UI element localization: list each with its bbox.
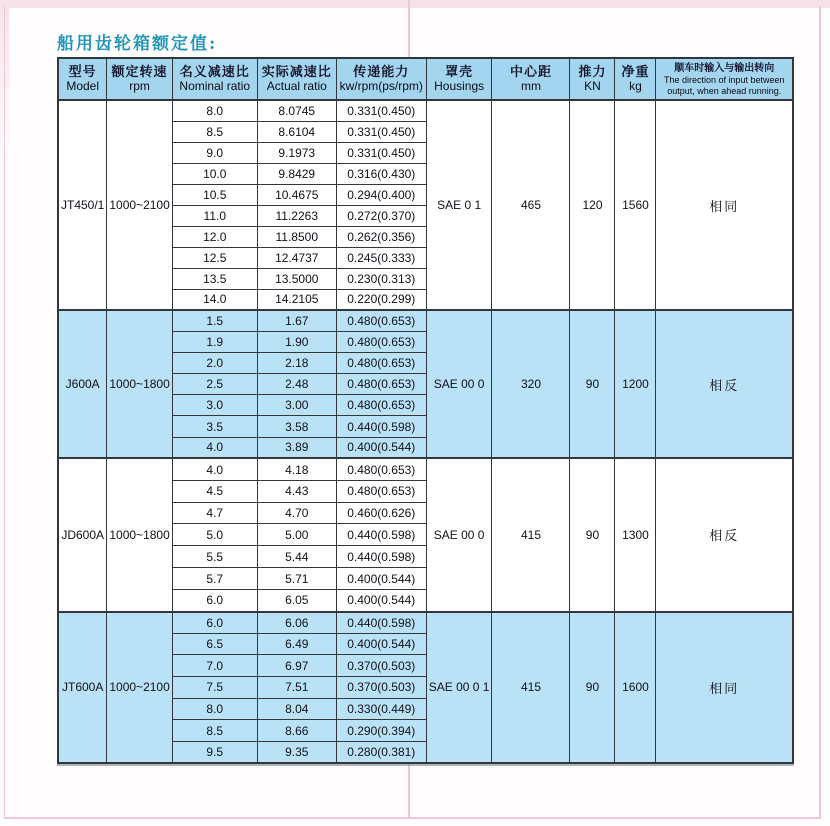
nominal-ratio-cell: 6.0 — [172, 590, 257, 612]
nominal-ratio-cell: 8.5 — [172, 121, 257, 142]
col-header-thrust-en: KN — [584, 79, 601, 94]
col-header-direction — [656, 58, 793, 100]
housing-cell: SAE 0 1 — [426, 100, 492, 310]
housing-cell: SAE 00 0 — [426, 310, 492, 458]
actual-ratio-cell: 1.90 — [257, 331, 336, 352]
nominal-ratio-cell: 7.0 — [172, 655, 257, 677]
actual-ratio-cell: 11.2263 — [257, 205, 336, 226]
col-header-centre-zh: 中心距 — [509, 63, 552, 79]
capacity-cell: 0.331(0.450) — [336, 142, 426, 163]
housing-cell: SAE 00 0 1 — [426, 612, 492, 764]
model-cell: JT600A — [58, 612, 107, 764]
thrust-cell: 90 — [570, 458, 615, 611]
col-header-thrust — [570, 58, 615, 100]
col-header-centre-distance — [492, 58, 570, 100]
nominal-ratio-cell: 4.0 — [172, 458, 257, 480]
actual-ratio-cell: 3.89 — [257, 437, 336, 458]
capacity-cell: 0.480(0.653) — [336, 480, 426, 502]
nominal-ratio-cell: 1.5 — [172, 310, 257, 331]
actual-ratio-cell: 5.00 — [257, 524, 336, 546]
col-header-rpm — [107, 58, 172, 100]
col-header-nominal-zh: 名义减速比 — [179, 63, 250, 79]
direction-cell: 相同 — [656, 100, 793, 310]
nominal-ratio-cell: 13.5 — [172, 268, 257, 289]
centre-distance-cell: 415 — [492, 458, 570, 611]
actual-ratio-cell: 9.8429 — [257, 163, 336, 184]
capacity-cell: 0.400(0.544) — [336, 590, 426, 612]
actual-ratio-cell: 3.00 — [257, 395, 336, 416]
model-block-JT600A — [58, 612, 793, 764]
capacity-cell: 0.230(0.313) — [336, 268, 426, 289]
actual-ratio-cell: 14.2105 — [257, 289, 336, 310]
nominal-ratio-cell: 4.5 — [172, 480, 257, 502]
col-header-weight — [615, 58, 656, 100]
crop-mark-right — [819, 6, 821, 819]
ratio-row — [58, 100, 793, 121]
capacity-cell: 0.460(0.626) — [336, 502, 426, 524]
nominal-ratio-cell: 3.0 — [172, 395, 257, 416]
housing-cell: SAE 00 0 — [426, 458, 492, 611]
nominal-ratio-cell: 4.7 — [172, 502, 257, 524]
actual-ratio-cell: 8.66 — [257, 720, 336, 742]
col-header-nominal-en: Nominal ratio — [179, 79, 251, 94]
actual-ratio-cell: 2.48 — [257, 374, 336, 395]
capacity-cell: 0.245(0.333) — [336, 247, 426, 268]
capacity-cell: 0.290(0.394) — [336, 720, 426, 742]
col-header-actual-en: Actual ratio — [266, 79, 327, 94]
ratio-row — [58, 612, 793, 634]
col-header-housing — [426, 58, 492, 100]
nominal-ratio-cell: 8.0 — [172, 698, 257, 720]
model-block-JD600A — [58, 458, 793, 611]
actual-ratio-cell: 8.0745 — [257, 100, 336, 121]
col-header-centre-en: mm — [520, 79, 541, 94]
col-header-capacity-zh: 传递能力 — [353, 63, 410, 79]
thrust-cell: 90 — [570, 310, 615, 458]
model-cell: JD600A — [58, 458, 107, 611]
actual-ratio-cell: 5.44 — [257, 546, 336, 568]
nominal-ratio-cell: 4.0 — [172, 437, 257, 458]
thrust-cell: 120 — [570, 100, 615, 310]
nominal-ratio-cell: 2.5 — [172, 374, 257, 395]
weight-cell: 1560 — [615, 100, 656, 310]
actual-ratio-cell: 9.35 — [257, 742, 336, 764]
col-header-direction-en2: output, when ahead running. — [667, 85, 782, 96]
col-header-capacity-en: kw/rpm(ps/rpm) — [339, 79, 423, 94]
capacity-cell: 0.400(0.544) — [336, 568, 426, 590]
capacity-cell: 0.440(0.598) — [336, 524, 426, 546]
rated-speed-cell: 1000~1800 — [107, 310, 172, 458]
col-header-housing-zh: 罩壳 — [445, 63, 474, 79]
nominal-ratio-cell: 12.0 — [172, 226, 257, 247]
nominal-ratio-cell: 5.0 — [172, 524, 257, 546]
capacity-cell: 0.330(0.449) — [336, 698, 426, 720]
col-header-thrust-zh: 推力 — [578, 63, 607, 79]
scan-margin-top — [0, 0, 830, 8]
ratio-row — [58, 458, 793, 480]
centre-distance-cell: 320 — [492, 310, 570, 458]
nominal-ratio-cell: 9.5 — [172, 742, 257, 764]
nominal-ratio-cell: 10.0 — [172, 163, 257, 184]
capacity-cell: 0.480(0.653) — [336, 331, 426, 352]
nominal-ratio-cell: 14.0 — [172, 289, 257, 310]
model-block-JT450/1 — [58, 100, 793, 310]
capacity-cell: 0.370(0.503) — [336, 655, 426, 677]
capacity-cell: 0.400(0.544) — [336, 633, 426, 655]
actual-ratio-cell: 13.5000 — [257, 268, 336, 289]
actual-ratio-cell: 11.8500 — [257, 226, 336, 247]
nominal-ratio-cell: 5.5 — [172, 546, 257, 568]
col-header-actual-zh: 实际减速比 — [261, 63, 332, 79]
thrust-cell: 90 — [570, 612, 615, 764]
rated-speed-cell: 1000~2100 — [107, 100, 172, 310]
capacity-cell: 0.272(0.370) — [336, 205, 426, 226]
capacity-cell: 0.294(0.400) — [336, 184, 426, 205]
capacity-cell: 0.316(0.430) — [336, 163, 426, 184]
actual-ratio-cell: 1.67 — [257, 310, 336, 331]
ratio-row — [58, 310, 793, 331]
crop-mark-bottom — [4, 817, 821, 819]
capacity-cell: 0.331(0.450) — [336, 100, 426, 121]
nominal-ratio-cell: 10.5 — [172, 184, 257, 205]
centre-distance-cell: 415 — [492, 612, 570, 764]
weight-cell: 1300 — [615, 458, 656, 611]
direction-cell: 相反 — [656, 310, 793, 458]
direction-cell: 相同 — [656, 612, 793, 764]
model-block-J600A — [58, 310, 793, 458]
nominal-ratio-cell: 12.5 — [172, 247, 257, 268]
nominal-ratio-cell: 6.5 — [172, 633, 257, 655]
capacity-cell: 0.440(0.598) — [336, 416, 426, 437]
actual-ratio-cell: 8.6104 — [257, 121, 336, 142]
capacity-cell: 0.220(0.299) — [336, 289, 426, 310]
nominal-ratio-cell: 8.0 — [172, 100, 257, 121]
col-header-nominal-ratio — [172, 58, 257, 100]
capacity-cell: 0.440(0.598) — [336, 612, 426, 634]
weight-cell: 1200 — [615, 310, 656, 458]
actual-ratio-cell: 2.18 — [257, 352, 336, 373]
actual-ratio-cell: 4.43 — [257, 480, 336, 502]
actual-ratio-cell: 4.70 — [257, 502, 336, 524]
capacity-cell: 0.280(0.381) — [336, 742, 426, 764]
capacity-cell: 0.400(0.544) — [336, 437, 426, 458]
rated-speed-cell: 1000~2100 — [107, 612, 172, 764]
nominal-ratio-cell: 11.0 — [172, 205, 257, 226]
rated-speed-cell: 1000~1800 — [107, 458, 172, 611]
nominal-ratio-cell: 3.5 — [172, 416, 257, 437]
capacity-cell: 0.480(0.653) — [336, 395, 426, 416]
col-header-direction-en1: The direction of input between — [663, 75, 785, 86]
capacity-cell: 0.480(0.653) — [336, 352, 426, 373]
col-header-housing-en: Housings — [434, 79, 485, 94]
col-header-capacity — [336, 58, 426, 100]
capacity-cell: 0.370(0.503) — [336, 677, 426, 699]
actual-ratio-cell: 6.49 — [257, 633, 336, 655]
actual-ratio-cell: 6.05 — [257, 590, 336, 612]
actual-ratio-cell: 8.04 — [257, 698, 336, 720]
capacity-cell: 0.262(0.356) — [336, 226, 426, 247]
centre-distance-cell: 465 — [492, 100, 570, 310]
col-header-direction-zh: 顺车时输入与输出转向 — [674, 63, 775, 75]
col-header-model-zh: 型号 — [68, 63, 97, 79]
actual-ratio-cell: 9.1973 — [257, 142, 336, 163]
nominal-ratio-cell: 1.9 — [172, 331, 257, 352]
col-header-weight-zh: 净重 — [621, 63, 650, 79]
table-header-row — [58, 58, 793, 100]
actual-ratio-cell: 12.4737 — [257, 247, 336, 268]
weight-cell: 1600 — [615, 612, 656, 764]
capacity-cell: 0.480(0.653) — [336, 458, 426, 480]
nominal-ratio-cell: 2.0 — [172, 352, 257, 373]
nominal-ratio-cell: 9.0 — [172, 142, 257, 163]
nominal-ratio-cell: 7.5 — [172, 677, 257, 699]
actual-ratio-cell: 5.71 — [257, 568, 336, 590]
col-header-weight-en: kg — [629, 79, 642, 94]
capacity-cell: 0.331(0.450) — [336, 121, 426, 142]
nominal-ratio-cell: 6.0 — [172, 612, 257, 634]
spec-table — [57, 57, 794, 764]
actual-ratio-cell: 10.4675 — [257, 184, 336, 205]
col-header-actual-ratio — [257, 58, 336, 100]
actual-ratio-cell: 3.58 — [257, 416, 336, 437]
model-cell: JT450/1 — [58, 100, 107, 310]
nominal-ratio-cell: 5.7 — [172, 568, 257, 590]
nominal-ratio-cell: 8.5 — [172, 720, 257, 742]
capacity-cell: 0.440(0.598) — [336, 546, 426, 568]
col-header-rpm-en: rpm — [129, 79, 150, 94]
direction-cell: 相反 — [656, 458, 793, 611]
crop-mark-left — [4, 6, 5, 819]
actual-ratio-cell: 4.18 — [257, 458, 336, 480]
page-title: 船用齿轮箱额定值: — [57, 34, 218, 54]
actual-ratio-cell: 7.51 — [257, 677, 336, 699]
col-header-model-en: Model — [66, 79, 100, 94]
actual-ratio-cell: 6.97 — [257, 655, 336, 677]
capacity-cell: 0.480(0.653) — [336, 310, 426, 331]
col-header-rpm-zh: 额定转速 — [111, 63, 168, 79]
col-header-model — [58, 58, 107, 100]
capacity-cell: 0.480(0.653) — [336, 374, 426, 395]
model-cell: J600A — [58, 310, 107, 458]
actual-ratio-cell: 6.06 — [257, 612, 336, 634]
